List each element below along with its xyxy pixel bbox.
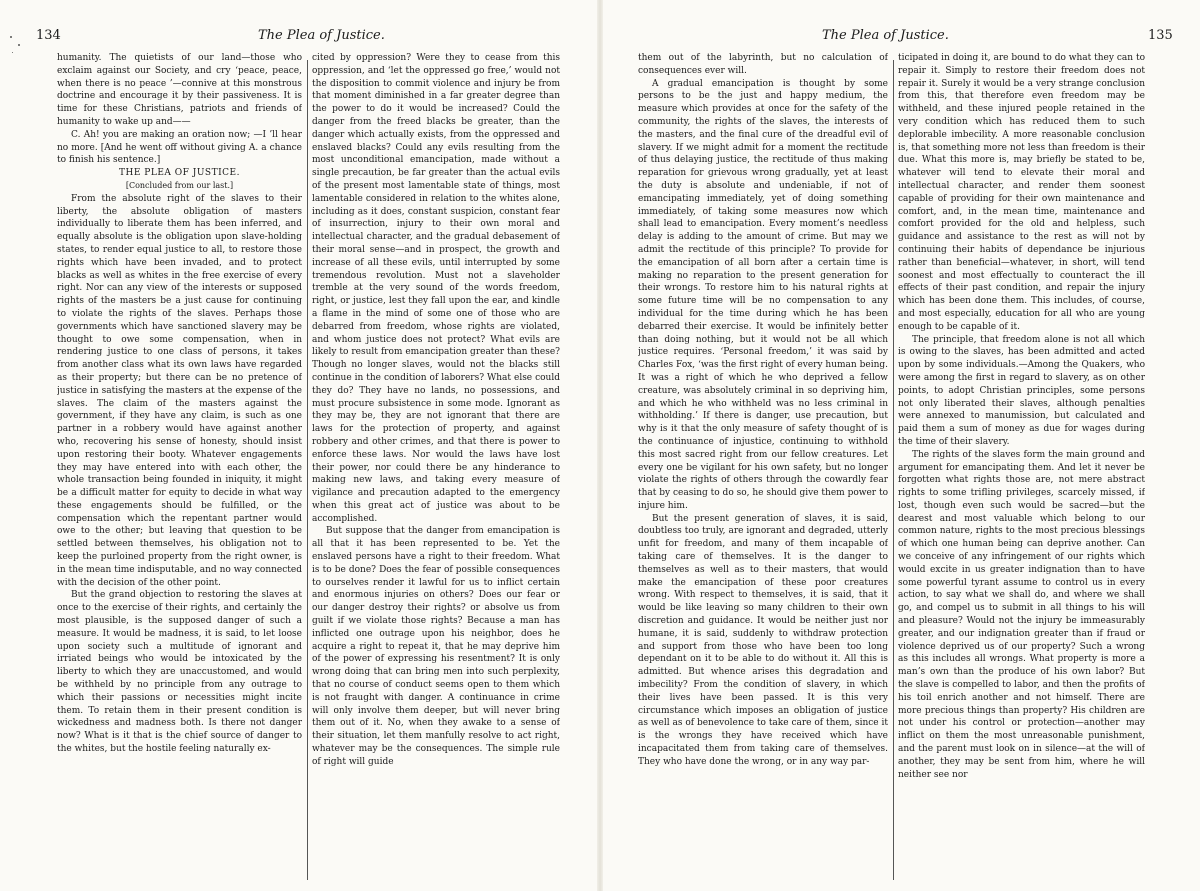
paragraph: cited by oppression? Were they to cease from this oppression, and ‘let the oppressed go free,’ would not the disposition to commit violence and injury be from that moment diminished in a far greater degree than the power to do it would be increased? Could the danger from the freed blacks be greater, than the danger which actually exists, from the oppressed and enslaved blacks? Could any evils resulting from the most unconditional emancipation, made without a single precaution, be far greater than the actual evils of the present most lamentable state of things, most lamentable considered in relation to the whites alone, including as it does, constant suspicion, constant fear of insurrection, injury to their own moral and intellectual character, and the gradual debasement of their moral sense—and in prospect, the growth and increase of all these evils, until interrupted by some tremendous revolution. Must not a slaveholder tremble at the very sound of the words freedom, right, or justice, lest they fall upon the ear, and kindle a flame in the mind of some one of those who are debarred from freedom, whose rights are violated, and whom justice does not protect? What evils are likely to result from emancipation greater than these? Though no longer slaves, would not the blacks still continue in the condition of laborers? What else could they do? They have no lands, no possessions, and must procure subsistence in some mode. Ignorant as they may be, they are not ignorant that there are laws for the protection of property, and against robbery and other crimes, and that there is power to enforce these laws. Nor would the laws have lost their power, nor could there be any hinderance to making new laws, and taking every measure of vigilance and precaution adapted to the emergency when this great act of justice was about to be accomplished. — [312, 53, 560, 524]
left-column-1 — [57, 52, 302, 887]
right-running-head: The Plea of Justice. — [822, 28, 949, 43]
paragraph: C. Ah! you are making an oration now; —I ’ll hear no more. [And he went off without giving A. a chance to finish his sentence.] — [57, 129, 302, 166]
section-title: THE PLEA OF JUSTICE. — [119, 168, 240, 179]
left-column-2 — [312, 52, 560, 887]
right-page — [600, 0, 1200, 891]
section-subtitle: [Concluded from our last.] — [125, 180, 234, 190]
column-rule — [307, 60, 308, 880]
paragraph: them out of the labyrinth, but no calculation of consequences ever will. — [638, 53, 888, 76]
column-rule — [893, 60, 894, 880]
paragraph: From the absolute right of the slaves to their liberty, the absolute obligation of masters individually to liberate them has been inferred, and equally absolute is the obligation upon slave-holding states, to render equal justice to all, to restore those rights which have been invaded, and to protect blacks as well as whites in the free exercise of every right. Nor can any view of the interests or supposed rights of the masters be a just cause for continuing to violate the rights of the slaves. Perhaps those governments which have sanctioned slavery may be thought to owe some compensation, when in rendering justice to one class of persons, it takes from another class what its own laws have regarded as their property; but there can be no pretence of justice in satisfying the masters at the expense of the slaves. The claim of the masters against the government, if they have any claim, is such as one partner in a robbery would have against another who, recovering his sense of honesty, should insist upon restoring their booty. Whatever engagements they may have entered into with each other, the whole transaction being founded in iniquity, it might be a difficult matter for equity to decide in what way these engagements should be fulfilled, or the compensation which the repentant partner would owe to the other; but leaving that question to be settled between themselves, his obligation not to keep the purloined property from the right owner, is in the mean time indisputable, and no way connected with the decision of the other point. — [57, 193, 302, 588]
paragraph: The principle, that freedom alone is not all which is owing to the slaves, has been admitted and acted upon by some individuals.—Among the Quakers, who were among the first in regard to slavery, as on other points, to adopt Christian principles, some persons not only liberated their slaves, although penalties were annexed to manumission, but calculated and paid them a sum of money as due for wages during the time of their slavery. — [898, 334, 1145, 447]
paragraph: But the present generation of slaves, it is said, doubtless too truly, are ignorant and degraded, utterly unfit for freedom, and many of them incapable of taking care of themselves. It is the danger to themselves as well as to their masters, that would make the emancipation of these poor creatures wrong. With respect to themselves, it is said, that it would be like leaving so many children to their own discretion and guidance. It would be neither just nor humane, it is said, suddenly to withdraw protection and support from those who have been too long dependant on it to be able to do without it. All this is admitted. But whence arises this degradation and imbecility? From the condition of slavery, in which their lives have been passed. It is this very circumstance which imposes an obligation of justice as well as of benevolence to take care of them, since it is the wrongs they have received which have incapacitated them from taking care of themselves. They who have done the wrong, or in any way par- — [638, 513, 888, 767]
left-page-number: 134 — [36, 28, 61, 43]
paragraph: The rights of the slaves form the main ground and argument for emancipating them. And let it never be forgotten what rights those are, not mere abstract rights to some trifling privileges, scarcely missed, if lost, though even such would be sacred—but the dearest and most valuable which belong to our common nature, rights to the most precious blessings of which one human being can deprive another. Can we conceive of any infringement of our rights which would excite in us greater indignation than to have some powerful tyrant assume to control us in every action, to say what we shall do, and where we shall go, and compel us to submit in all things to his will and pleasure? Would not the injury be immeasurably greater, and our indignation greater than if fraud or violence deprived us of our property? Such a wrong as this includes all wrongs. What property is more a man’s own than the produce of his own labor? But the slave is compelled to labor, and then the profits of his toil enrich another and not himself. There are more precious things than property? His children are not under his control or protection—another may inflict on them the most unreasonable punishment, and the parent must look on in silence—at the will of another, they may be sent from him, where he will neither see nor — [898, 449, 1145, 780]
paragraph: humanity. The quietists of our land—those who exclaim against our Society, and cry ‘peace, peace, when there is no peace ’—connive at this monstrous doctrine and encourage it by their passiveness. It is time for these Christians, patriots and friends of humanity to wake up and—— — [57, 53, 302, 127]
right-column-2 — [898, 52, 1145, 887]
left-running-head: The Plea of Justice. — [258, 28, 385, 43]
paragraph: But the grand objection to restoring the slaves at once to the exercise of their rights, and certainly the most plausible, is the supposed danger of such a measure. It would be madness, it is said, to let loose upon society such a multitude of ignorant and irriated beings who would be intoxicated by the liberty to which they are unaccustomed, and would be withheld by no principle from any outrage to which their passions or necessities might incite them. To retain them in their present condition is wickedness and madness both. Is there not danger now? What is it that is the chief source of danger to the whites, but the hostile feeling naturally ex- — [57, 590, 302, 755]
paragraph: ticipated in doing it, are bound to do what they can to repair it. Simply to restore their freedom does not repair it. Surely it would be a very strange conclusion from this, that therefore even freedom may be withheld, and these injured people retained in the very condition which has reduced them to such deplorable imbecility. A more reasonable conclusion is, that something more not less than freedom is their due. What this more is, may briefly be stated to be, whatever will tend to elevate their moral and intellectual character, and render them soonest capable of providing for their own maintenance and comfort, and, in the mean time, maintenance and comfort provided for the old and helpless, such guidance and assistance to the rest as will not by continuing their habits of dependance be injurious rather than beneficial—whatever, in short, will tend soonest and most effectually to counteract the ill effects of their past condition, and repair the injury which has been done them. This includes, of course, and most especially, education for all who are young enough to be capable of it. — [898, 53, 1145, 332]
right-column-1 — [638, 52, 888, 887]
paragraph: A gradual emancipation is thought by some persons to be the just and happy medium, the measure which provides at once for the safety of the community, the rights of the slaves, the interests of the masters, and the final cure of the dreadful evil of slavery. If we might admit for a moment the rectitude of thus delaying justice, the rectitude of thus making reparation for grievous wrong gradually, yet at least the duty is absolute and undeniable, if not of emancipating immediately, yet of doing something immediately, of taking some measures now which shall lead to emancipation. Every moment’s needless delay is adding to the amount of crime. But may we admit the rectitude of this principle? To provide for the emancipation of all born after a certain time is making no reparation to the present generation for their wrongs. To restore him to his natural rights at some future time will be no compensation to any individual for the time during which he has been debarred their exercise. It would be infinitely better than doing nothing, but it would not be all which justice requires. ‘Personal freedom,’ it was said by Charles Fox, ‘was the first right of every human being. It was a right of which he who deprived a fellow creature, was absolutely criminal in so depriving him, and which he who withheld was no less criminal in withholding.’ If there is danger, use precaution, but why is it that the only measure of safety thought of is the continuance of injustice, continuing to withhold this most sacred right from our fellow creatures. Let every one be vigilant for his own safety, but no longer violate the rights of others through the cowardly fear that by ceasing to do so, he should give them power to injure him. — [638, 78, 888, 511]
paragraph: But suppose that the danger from emancipation is all that it has been represented to be. Yet the enslaved persons have a right to their freedom. What is to be done? Does the fear of possible consequences to ourselves render it lawful for us to inflict certain and enormous injuries on others? Does our fear or our danger destroy their rights? or absolve us from guilt if we violate those rights? Because a man has inflicted one outrage upon his neighbor, does he acquire a right to repeat it, that he may deprive him of the power of expressing his resentment? It is only wrong doing that can bring men into such perplexity, that no course of conduct seems open to them which is not fraught with danger. A continuance in crime will only involve them deeper, but will never bring them out of it. No, when they awake to a sense of their situation, let them manfully resolve to act right, whatever may be the consequences. The simple rule of right will guide — [312, 526, 560, 767]
right-page-number: 135 — [1148, 28, 1173, 43]
